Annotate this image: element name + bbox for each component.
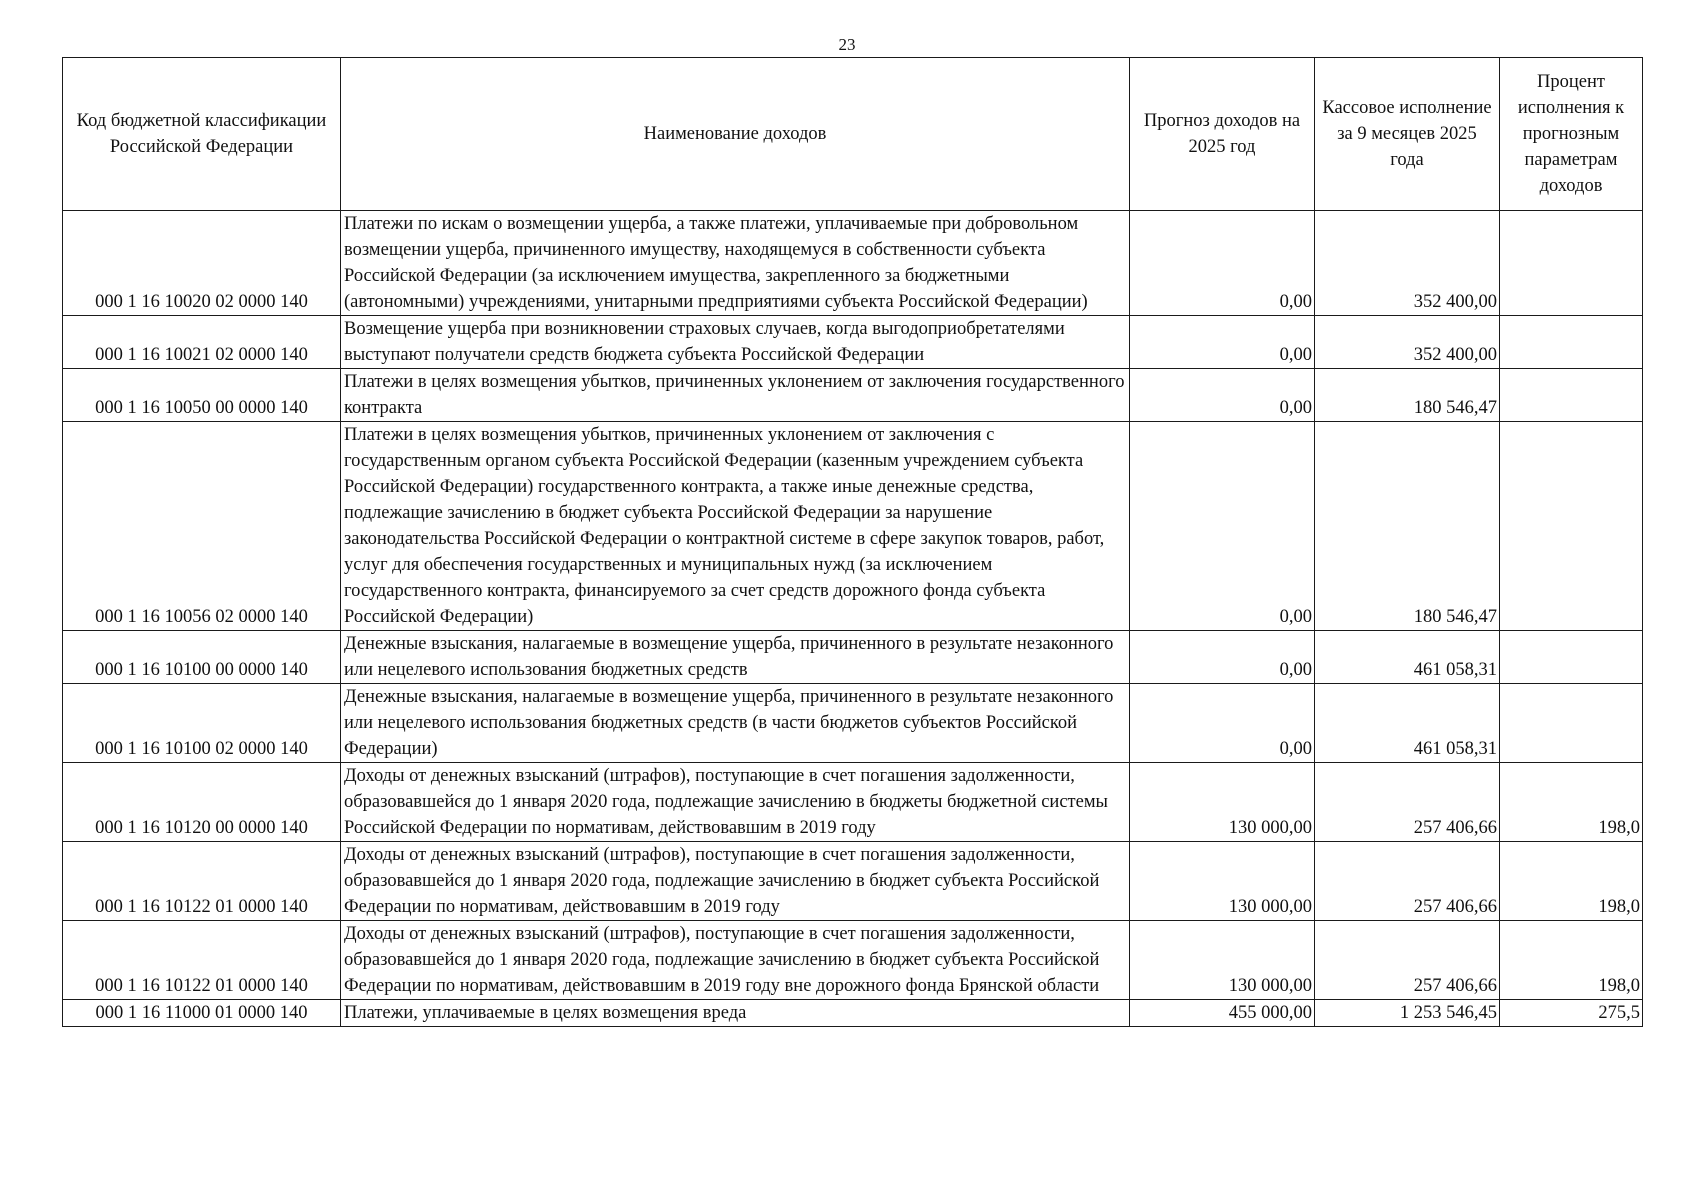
- header-percent: Процент исполнения к прогнозным параметрам доходов: [1500, 58, 1643, 211]
- row-code: 000 1 16 11000 01 0000 140: [63, 1000, 341, 1027]
- table-row: [63, 921, 1643, 1000]
- header-forecast: Прогноз доходов на 2025 год: [1130, 58, 1315, 211]
- row-forecast: 130 000,00: [1130, 842, 1315, 921]
- row-name: Платежи по искам о возмещении ущерба, а также платежи, уплачиваемые при добровольном возмещении ущерба, причиненного имуществу, находящемуся в собственности субъекта Российской Федерации (за исключением имущества, закрепленного за бюджетными (автономными) учреждениями, унитарными предприятиями субъекта Российской Федерации): [341, 211, 1130, 316]
- table-row: [63, 316, 1643, 369]
- row-name: Платежи, уплачиваемые в целях возмещения вреда: [341, 1000, 1130, 1027]
- header-name: Наименование доходов: [341, 58, 1130, 211]
- row-percent: 198,0: [1500, 842, 1643, 921]
- row-code: 000 1 16 10056 02 0000 140: [63, 422, 341, 631]
- table-row: [63, 1000, 1643, 1027]
- table-header-row: [63, 58, 1643, 211]
- row-execution: 257 406,66: [1315, 763, 1500, 842]
- row-execution: 1 253 546,45: [1315, 1000, 1500, 1027]
- row-forecast: 0,00: [1130, 369, 1315, 422]
- header-execution: Кассовое исполнение за 9 месяцев 2025 года: [1315, 58, 1500, 211]
- row-code: 000 1 16 10100 02 0000 140: [63, 684, 341, 763]
- revenue-table: [62, 57, 1643, 1027]
- row-code: 000 1 16 10020 02 0000 140: [63, 211, 341, 316]
- table-row: [63, 422, 1643, 631]
- row-name: Денежные взыскания, налагаемые в возмещение ущерба, причиненного в результате незаконного или нецелевого использования бюджетных средств (в части бюджетов субъектов Российской Федерации): [341, 684, 1130, 763]
- row-execution: 180 546,47: [1315, 422, 1500, 631]
- row-percent: 275,5: [1500, 1000, 1643, 1027]
- row-code: 000 1 16 10021 02 0000 140: [63, 316, 341, 369]
- table-row: [63, 842, 1643, 921]
- row-forecast: 0,00: [1130, 684, 1315, 763]
- row-forecast: 0,00: [1130, 211, 1315, 316]
- page-number: 23: [838, 35, 856, 54]
- row-percent: 198,0: [1500, 921, 1643, 1000]
- header-code: Код бюджетной классификации Российской Федерации: [63, 58, 341, 211]
- row-name: Доходы от денежных взысканий (штрафов), поступающие в счет погашения задолженности, образовавшейся до 1 января 2020 года, подлежащие зачислению в бюджет субъекта Российской Федерации по нормативам, действовавшим в 2019 году вне дорожного фонда Брянской области: [341, 921, 1130, 1000]
- row-percent: [1500, 631, 1643, 684]
- row-code: 000 1 16 10122 01 0000 140: [63, 921, 341, 1000]
- row-name: Платежи в целях возмещения убытков, причиненных уклонением от заключения с государственным органом субъекта Российской Федерации (казенным учреждением субъекта Российской Федерации) государственного контракта, а также иные денежные средства, подлежащие зачислению в бюджет субъекта Российской Федерации за нарушение законодательства Российской Федерации о контрактной системе в сфере закупок товаров, работ, услуг для обеспечения государственных и муниципальных нужд (за исключением государственного контракта, финансируемого за счет средств дорожного фонда субъекта Российской Федерации): [341, 422, 1130, 631]
- row-code: 000 1 16 10120 00 0000 140: [63, 763, 341, 842]
- row-forecast: 0,00: [1130, 422, 1315, 631]
- row-execution: 180 546,47: [1315, 369, 1500, 422]
- row-execution: 257 406,66: [1315, 842, 1500, 921]
- row-code: 000 1 16 10050 00 0000 140: [63, 369, 341, 422]
- row-percent: [1500, 422, 1643, 631]
- row-execution: 461 058,31: [1315, 684, 1500, 763]
- row-name: Платежи в целях возмещения убытков, причиненных уклонением от заключения государственного контракта: [341, 369, 1130, 422]
- row-code: 000 1 16 10100 00 0000 140: [63, 631, 341, 684]
- row-forecast: 130 000,00: [1130, 763, 1315, 842]
- row-percent: [1500, 211, 1643, 316]
- row-percent: [1500, 684, 1643, 763]
- row-execution: 352 400,00: [1315, 316, 1500, 369]
- row-name: Денежные взыскания, налагаемые в возмещение ущерба, причиненного в результате незаконного или нецелевого использования бюджетных средств: [341, 631, 1130, 684]
- table-row: [63, 631, 1643, 684]
- row-percent: [1500, 369, 1643, 422]
- row-name: Возмещение ущерба при возникновении страховых случаев, когда выгодоприобретателями выступают получатели средств бюджета субъекта Российской Федерации: [341, 316, 1130, 369]
- table-row: [63, 211, 1643, 316]
- row-execution: 352 400,00: [1315, 211, 1500, 316]
- row-code: 000 1 16 10122 01 0000 140: [63, 842, 341, 921]
- row-percent: 198,0: [1500, 763, 1643, 842]
- row-execution: 257 406,66: [1315, 921, 1500, 1000]
- row-execution: 461 058,31: [1315, 631, 1500, 684]
- table-row: [63, 369, 1643, 422]
- table-row: [63, 684, 1643, 763]
- table-row: [63, 763, 1643, 842]
- row-forecast: 0,00: [1130, 631, 1315, 684]
- row-name: Доходы от денежных взысканий (штрафов), поступающие в счет погашения задолженности, образовавшейся до 1 января 2020 года, подлежащие зачислению в бюджеты бюджетной системы Российской Федерации по нормативам, действовавшим в 2019 году: [341, 763, 1130, 842]
- row-percent: [1500, 316, 1643, 369]
- row-forecast: 455 000,00: [1130, 1000, 1315, 1027]
- row-forecast: 130 000,00: [1130, 921, 1315, 1000]
- row-forecast: 0,00: [1130, 316, 1315, 369]
- row-name: Доходы от денежных взысканий (штрафов), поступающие в счет погашения задолженности, образовавшейся до 1 января 2020 года, подлежащие зачислению в бюджет субъекта Российской Федерации по нормативам, действовавшим в 2019 году: [341, 842, 1130, 921]
